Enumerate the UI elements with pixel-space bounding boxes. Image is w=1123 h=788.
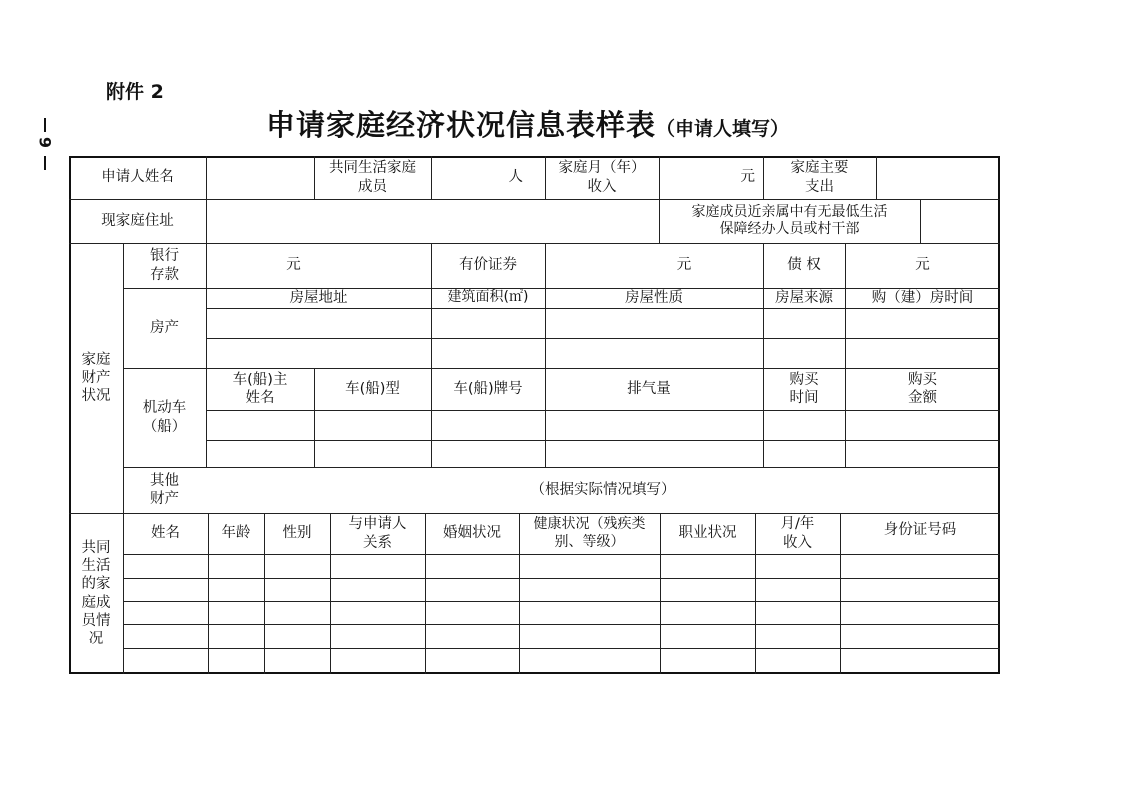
house-col-nature: 房屋性质 [625,289,683,306]
vehicle-label: 机动车 （船） [142,400,187,435]
other-assets-label: 其他 财产 [150,472,179,507]
member-col-income: 月/年 收入 [780,516,815,551]
form-title: 申请家庭经济状况信息表样表 [266,108,657,142]
grid-line [123,554,1000,555]
claims-label: 债 权 [787,257,821,274]
deposit-field[interactable]: 元 [286,257,301,274]
page-number-dash-bottom [44,156,46,170]
relatives-label: 家庭成员近亲属中有无最低生活 保障经办人员或村干部 [691,203,888,237]
main-expense-label: 家庭主要 支出 [790,160,849,195]
claims-field[interactable]: 元 [915,257,930,274]
vehicle-col-time: 购买 时间 [789,371,819,406]
applicant-name-label: 申请人姓名 [101,169,174,186]
page-title [266,103,789,144]
assets-section-label: 家庭 财产 状况 [81,351,111,405]
house-col-area: 建筑面积(㎡) [447,289,529,306]
grid-line [123,601,1000,602]
member-col-relation: 与申请人 关系 [348,516,407,551]
attachment-label: 附件 2 [106,81,164,103]
deposit-label: 银行 存款 [150,248,179,283]
address-label: 现家庭住址 [101,212,174,229]
grid-line [206,338,1000,339]
vehicle-col-owner: 车(船)主 姓名 [232,371,288,406]
members-field[interactable]: 人 [508,169,523,186]
securities-label: 有价证券 [459,257,517,274]
grid-line [123,578,1000,579]
applicant-name-field[interactable] [206,156,314,199]
grid-line [206,440,1000,441]
member-col-marital: 婚姻状况 [443,525,501,542]
member-col-gender: 性别 [282,525,312,542]
other-assets-note: （根据实际情况填写） [530,481,676,498]
monthly-income-label: 家庭月（年） 收入 [558,160,646,195]
house-label: 房产 [150,319,179,336]
house-col-time: 购（建）房时间 [871,289,974,306]
vehicle-col-type: 车(船)型 [345,380,400,397]
page-number-dash-top [44,118,46,132]
member-col-occupation: 职业状况 [678,525,737,542]
page-number [34,118,56,170]
address-field[interactable] [206,199,659,243]
house-col-source: 房屋来源 [775,289,833,306]
main-expense-field[interactable] [876,156,1000,199]
page-number-text: 9 [35,136,55,149]
vehicle-col-displacement: 排气量 [627,380,671,397]
house-col-address: 房屋地址 [289,289,348,306]
members-label: 共同生活家庭 成员 [329,160,416,195]
vehicle-col-amount: 购买 金额 [908,371,937,406]
monthly-income-field[interactable]: 元 [740,169,755,186]
members-section-label: 共同 生活 的家 庭成 员情 况 [81,540,111,647]
form-subtitle: （申请人填写） [656,118,790,140]
vehicle-col-plate: 车(船)牌号 [453,380,523,397]
grid-line [206,410,1000,411]
member-col-id: 身份证号码 [883,522,957,539]
grid-line [123,648,1000,649]
member-col-health: 健康状况（残疾类 别、等级） [533,516,646,550]
member-col-age: 年龄 [221,525,251,542]
grid-line [206,308,1000,309]
grid-line [123,624,1000,625]
member-col-name: 姓名 [151,525,180,542]
securities-field[interactable]: 元 [676,257,692,274]
relatives-field[interactable] [920,199,1000,243]
